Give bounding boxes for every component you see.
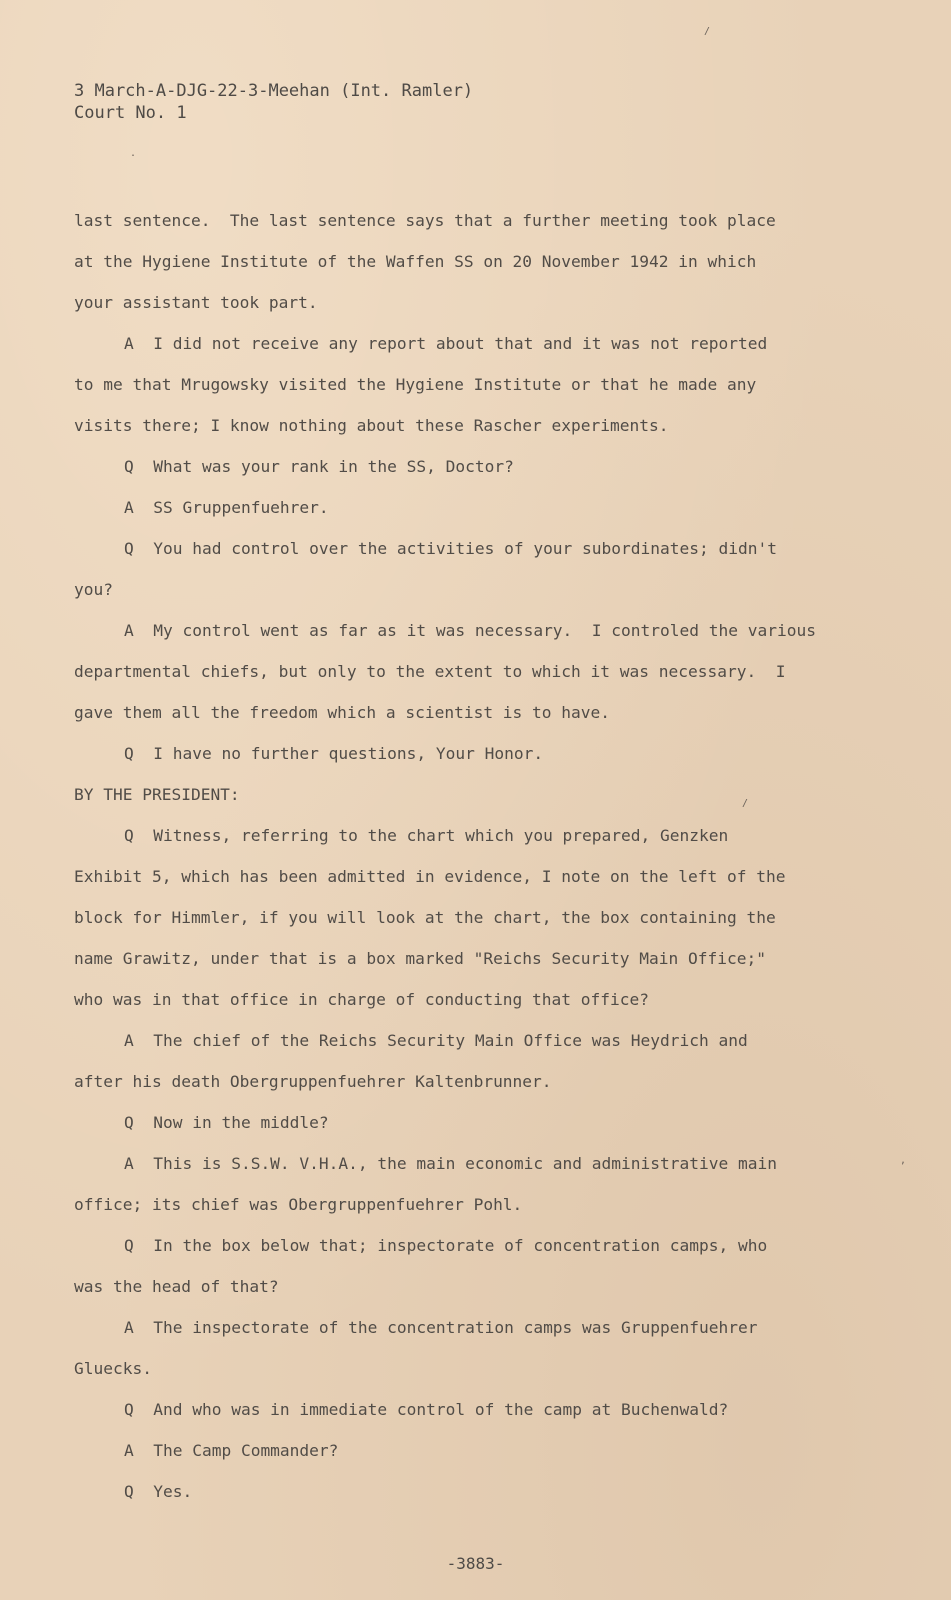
paper-mark: / xyxy=(704,26,711,37)
transcript-line: name Grawitz, under that is a box marked "Reichs Security Main Office;" xyxy=(74,949,766,968)
transcript-line: A My control went as far as it was necessary. I controled the various xyxy=(124,621,816,640)
page-number: -3883- xyxy=(446,1554,505,1573)
header-court-line: Court No. 1 xyxy=(74,103,187,123)
paper-mark: . xyxy=(130,148,137,159)
transcript-line: gave them all the freedom which a scientist is to have. xyxy=(74,703,611,722)
transcript-body xyxy=(74,200,864,1512)
transcript-line: block for Himmler, if you will look at the chart, the box containing the xyxy=(74,908,776,927)
transcript-line: departmental chiefs, but only to the extent to which it was necessary. I xyxy=(74,662,786,681)
transcript-line: Gluecks. xyxy=(74,1359,152,1378)
transcript-line: to me that Mrugowsky visited the Hygiene Institute or that he made any xyxy=(74,375,757,394)
transcript-line: A The chief of the Reichs Security Main Office was Heydrich and xyxy=(124,1031,748,1050)
transcript-line: your assistant took part. xyxy=(74,293,318,312)
paper-mark: , xyxy=(900,1155,907,1166)
transcript-line: A SS Gruppenfuehrer. xyxy=(124,498,329,517)
transcript-line: Q Now in the middle? xyxy=(124,1113,329,1132)
transcript-line: Q In the box below that; inspectorate of concentration camps, who xyxy=(124,1236,768,1255)
transcript-line: Q And who was in immediate control of the camp at Buchenwald? xyxy=(124,1400,729,1419)
transcript-line: A The Camp Commander? xyxy=(124,1441,339,1460)
transcript-line: was the head of that? xyxy=(74,1277,279,1296)
transcript-line: office; its chief was Obergruppenfuehrer Pohl. xyxy=(74,1195,523,1214)
transcript-line: last sentence. The last sentence says that a further meeting took place xyxy=(74,211,776,230)
transcript-line: A I did not receive any report about that and it was not reported xyxy=(124,334,768,353)
transcript-line: Q You had control over the activities of your subordinates; didn't xyxy=(124,539,777,558)
paper-mark: / xyxy=(742,798,749,809)
transcript-line: you? xyxy=(74,580,113,599)
transcript-line: after his death Obergruppenfuehrer Kaltenbrunner. xyxy=(74,1072,552,1091)
transcript-line: BY THE PRESIDENT: xyxy=(74,785,240,804)
transcript-line: A This is S.S.W. V.H.A., the main economic and administrative main xyxy=(124,1154,777,1173)
transcript-line: A The inspectorate of the concentration camps was Gruppenfuehrer xyxy=(124,1318,758,1337)
transcript-line: Q What was your rank in the SS, Doctor? xyxy=(124,457,514,476)
transcript-line: Q I have no further questions, Your Honor. xyxy=(124,744,544,763)
transcript-line: who was in that office in charge of conducting that office? xyxy=(74,990,649,1009)
transcript-line: Q Witness, referring to the chart which you prepared, Genzken xyxy=(124,826,729,845)
transcript-line: Q Yes. xyxy=(124,1482,193,1501)
transcript-line: visits there; I know nothing about these Rascher experiments. xyxy=(74,416,669,435)
transcript-line: at the Hygiene Institute of the Waffen SS on 20 November 1942 in which xyxy=(74,252,757,271)
transcript-line: Exhibit 5, which has been admitted in evidence, I note on the left of the xyxy=(74,867,786,886)
document-header xyxy=(74,80,473,124)
header-case-line: 3 March-A-DJG-22-3-Meehan (Int. Ramler) xyxy=(74,81,474,101)
